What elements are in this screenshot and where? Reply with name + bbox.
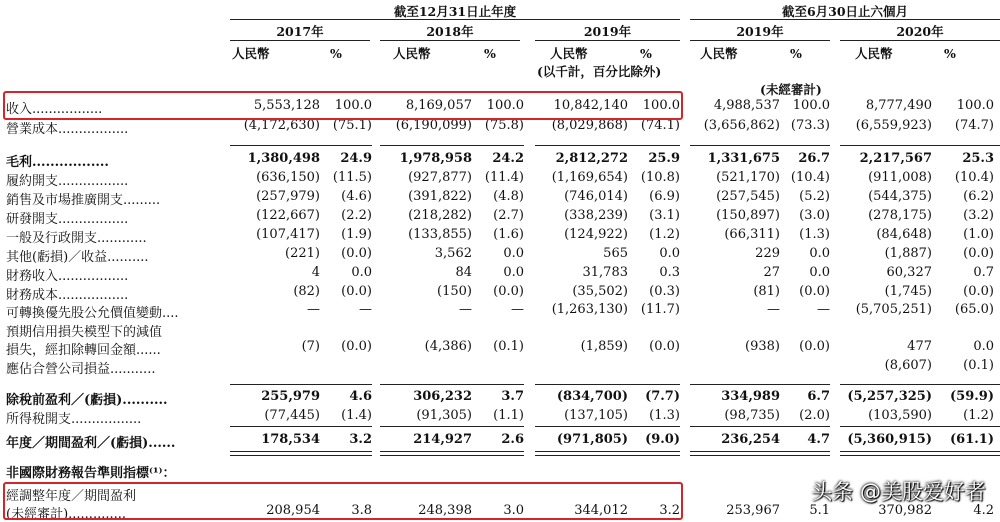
table-row: [0, 189, 1000, 208]
amount-cell: 60,327: [886, 265, 932, 280]
row-label: 一般及行政開支............: [6, 231, 147, 246]
amount-cell: (927,877): [408, 170, 472, 185]
amount-cell: 236,254: [721, 432, 780, 447]
amount-cell: 214,927: [413, 432, 472, 447]
subtotal-rule: [840, 145, 1000, 146]
table-row: [0, 408, 1000, 427]
percent-cell: (1.2): [649, 227, 680, 242]
row-label: 損失，經扣除轉回金額......: [6, 343, 161, 358]
percent-cell: 3.8: [351, 503, 372, 518]
amount-cell: (4,172,630): [243, 118, 320, 133]
amount-cell: (150): [437, 284, 472, 299]
amount-cell: (1,169,654): [551, 170, 628, 185]
amount-cell: 4: [311, 265, 320, 280]
percent-cell: (1.0): [963, 227, 994, 242]
year-rule: [690, 40, 830, 41]
currency-label: 人民幣: [700, 46, 738, 61]
period-half-year-header: 截至6月30日止六個月: [781, 4, 909, 19]
percent-cell: (0.0): [963, 246, 994, 261]
pct-label: %: [640, 46, 652, 61]
table-row: [0, 170, 1000, 189]
amount-cell: (107,417): [256, 227, 320, 242]
year-2019-header: 2019年: [583, 24, 632, 39]
percent-cell: 0.7: [973, 265, 994, 280]
percent-cell: 0.0: [503, 265, 524, 280]
percent-cell: (0.0): [649, 339, 680, 354]
amount-cell: (91,305): [416, 408, 472, 423]
amount-cell: —: [767, 302, 780, 317]
amount-cell: (521,170): [716, 170, 780, 185]
amount-cell: 2,217,567: [859, 151, 932, 166]
pct-label: %: [790, 46, 802, 61]
percent-cell: (73.3): [790, 118, 830, 133]
percent-cell: (4.8): [493, 189, 524, 204]
amount-cell: 1,978,958: [399, 151, 472, 166]
amount-cell: 2,812,272: [555, 151, 628, 166]
percent-cell: (11.5): [332, 170, 372, 185]
subtotal-rule: [690, 426, 830, 427]
percent-cell: 25.9: [648, 151, 680, 166]
year-2018-header: 2018年: [426, 24, 474, 39]
percent-cell: 26.7: [798, 151, 830, 166]
amount-cell: (544,375): [868, 189, 932, 204]
amount-cell: 565: [603, 246, 628, 261]
table-row: [0, 432, 1000, 451]
percent-cell: 100.0: [642, 98, 680, 113]
percent-cell: (3.1): [649, 208, 680, 223]
table-row: [0, 321, 1000, 340]
header-rule-half-year: [690, 19, 1000, 20]
currency-label: 人民幣: [855, 46, 893, 61]
percent-cell: (0.3): [649, 284, 680, 299]
row-label: 應佔合營公司損益...........: [6, 362, 156, 377]
row-label: 其他(虧損)／收益..........: [6, 250, 149, 265]
percent-cell: (2.7): [493, 208, 524, 223]
amount-cell: (6,559,923): [855, 118, 932, 133]
amount-cell: (66,311): [724, 227, 780, 242]
percent-cell: (5.2): [799, 189, 830, 204]
year-rule: [535, 40, 680, 41]
table-row: [0, 302, 1000, 321]
percent-cell: 100.0: [956, 98, 994, 113]
amount-cell: (218,282): [408, 208, 472, 223]
table-row: [0, 151, 1000, 170]
row-label: 經調整年度／期間盈利: [6, 489, 137, 504]
amount-cell: (834,700): [556, 389, 628, 404]
row-label: 財務成本.................: [6, 288, 129, 303]
amount-cell: 344,012: [574, 503, 628, 518]
amount-cell: (84,648): [876, 227, 932, 242]
row-label: 非國際財務報告準則指標⁽¹⁾：: [6, 466, 176, 481]
percent-cell: 100.0: [486, 98, 524, 113]
percent-cell: (75.1): [332, 118, 372, 133]
pct-label: %: [484, 46, 496, 61]
percent-cell: 4.7: [807, 432, 830, 447]
percent-cell: (1.6): [493, 227, 524, 242]
amount-cell: 253,967: [726, 503, 780, 518]
amount-cell: (98,735): [724, 408, 780, 423]
table-row: [0, 246, 1000, 265]
percent-cell: (2.2): [341, 208, 372, 223]
percent-cell: (10.4): [954, 170, 994, 185]
percent-cell: 0.0: [659, 246, 680, 261]
table-row: [0, 358, 1000, 377]
percent-cell: (6.2): [963, 189, 994, 204]
percent-cell: 0.3: [659, 265, 680, 280]
amount-cell: (5,360,915): [847, 432, 932, 447]
amount-cell: (82): [293, 284, 320, 299]
row-label: 營業成本.................: [6, 122, 129, 137]
subtotal-rule: [690, 384, 830, 385]
subtotal-rule: [380, 384, 524, 385]
header-rule-full-year: [230, 19, 680, 20]
amount-cell: (278,175): [868, 208, 932, 223]
subtotal-rule: [230, 145, 372, 146]
percent-cell: (4.6): [341, 189, 372, 204]
row-label: 年度／期間盈利／(虧損)......: [6, 436, 176, 451]
percent-cell: (74.7): [954, 118, 994, 133]
amount-cell: (1,887): [884, 246, 932, 261]
percent-cell: 6.7: [807, 389, 830, 404]
watermark-text: 头条 @美股爱好者: [811, 480, 986, 504]
amount-cell: (746,014): [564, 189, 628, 204]
row-label: 毛利.................: [6, 155, 109, 170]
percent-cell: 24.2: [492, 151, 524, 166]
row-label: 除稅前盈利／(虧損)..........: [6, 393, 168, 408]
amount-cell: 27: [763, 265, 780, 280]
amount-cell: (636,150): [256, 170, 320, 185]
amount-cell: 477: [907, 339, 932, 354]
amount-cell: (3,656,862): [703, 118, 780, 133]
subtotal-rule: [690, 145, 830, 146]
amount-cell: 10,842,140: [553, 98, 628, 113]
pct-label: %: [944, 46, 956, 61]
percent-cell: (1.3): [799, 227, 830, 242]
percent-cell: (0.0): [341, 246, 372, 261]
percent-cell: (0.1): [493, 339, 524, 354]
percent-cell: 5.1: [809, 503, 830, 518]
percent-cell: 0.0: [809, 246, 830, 261]
percent-cell: (0.0): [341, 339, 372, 354]
amount-cell: 31,783: [582, 265, 628, 280]
amount-cell: 334,989: [721, 389, 780, 404]
percent-cell: (65.0): [954, 302, 994, 317]
percent-cell: (59.9): [950, 389, 994, 404]
amount-cell: 306,232: [413, 389, 472, 404]
subtotal-rule: [840, 384, 1000, 385]
percent-cell: (1.2): [963, 408, 994, 423]
total-double-rule: [380, 451, 524, 456]
amount-cell: (150,897): [716, 208, 780, 223]
percent-cell: 2.6: [501, 432, 524, 447]
amount-cell: 5,553,128: [253, 98, 320, 113]
percent-cell: 25.3: [962, 151, 994, 166]
amount-cell: 8,777,490: [865, 98, 932, 113]
year-rule: [230, 40, 370, 41]
total-double-rule: [230, 451, 372, 456]
amount-cell: (5,257,325): [847, 389, 932, 404]
amount-cell: (103,590): [868, 408, 932, 423]
table-row: [0, 208, 1000, 227]
row-label: 銷售及市場推廣開支.........: [6, 193, 161, 208]
table-row: [0, 118, 1000, 137]
amount-cell: (6,190,099): [395, 118, 472, 133]
row-label: 研發開支.................: [6, 212, 129, 227]
percent-cell: (0.0): [341, 284, 372, 299]
percent-cell: 3.0: [503, 503, 524, 518]
year-2017-header: 2017年: [276, 24, 324, 39]
percent-cell: 0.0: [503, 246, 524, 261]
row-label: 預期信用損失模型下的減值: [6, 325, 163, 340]
amount-cell: (8,029,868): [551, 118, 628, 133]
percent-cell: —: [359, 302, 372, 317]
subtotal-rule: [230, 426, 372, 427]
subtotal-rule: [840, 426, 1000, 427]
amount-cell: (391,822): [408, 189, 472, 204]
subtotal-rule: [380, 145, 524, 146]
percent-cell: 3.2: [659, 503, 680, 518]
pct-label: %: [330, 46, 342, 61]
amount-cell: (7): [301, 339, 320, 354]
amount-cell: 229: [755, 246, 780, 261]
percent-cell: (10.8): [640, 170, 680, 185]
table-row: [0, 265, 1000, 284]
percent-cell: 4.6: [349, 389, 372, 404]
unit-note: (以千計，百分比除外): [537, 64, 662, 79]
percent-cell: 0.0: [973, 339, 994, 354]
amount-cell: (8,607): [884, 358, 932, 373]
amount-cell: (938): [745, 339, 780, 354]
percent-cell: —: [511, 302, 524, 317]
amount-cell: (124,922): [564, 227, 628, 242]
amount-cell: (133,855): [408, 227, 472, 242]
percent-cell: —: [817, 302, 830, 317]
half-2019-header: 2019年: [736, 24, 784, 39]
amount-cell: (257,979): [256, 189, 320, 204]
percent-cell: (0.0): [963, 284, 994, 299]
amount-cell: 1,380,498: [247, 151, 320, 166]
amount-cell: (1,745): [884, 284, 932, 299]
total-double-rule: [535, 451, 680, 456]
amount-cell: —: [459, 302, 472, 317]
percent-cell: (0.0): [493, 284, 524, 299]
percent-cell: (11.7): [640, 302, 680, 317]
currency-label: 人民幣: [550, 46, 588, 61]
percent-cell: 0.0: [351, 265, 372, 280]
percent-cell: (0.1): [963, 358, 994, 373]
amount-cell: (81): [753, 284, 780, 299]
row-label: 履約開支.................: [6, 174, 129, 189]
amount-cell: 255,979: [261, 389, 320, 404]
row-label: 收入.................: [6, 102, 103, 117]
percent-cell: (75.8): [484, 118, 524, 133]
total-double-rule: [690, 451, 830, 456]
percent-cell: (0.0): [799, 339, 830, 354]
percent-cell: (6.9): [649, 189, 680, 204]
percent-cell: 24.9: [340, 151, 372, 166]
half-2020-header: 2020年: [896, 24, 944, 39]
percent-cell: (1.1): [493, 408, 524, 423]
highlight-box-adjusted-profit: [3, 482, 683, 520]
percent-cell: (0.0): [799, 284, 830, 299]
percent-cell: 0.0: [809, 265, 830, 280]
amount-cell: (911,008): [868, 170, 932, 185]
amount-cell: (338,239): [564, 208, 628, 223]
amount-cell: (5,705,251): [855, 302, 932, 317]
subtotal-rule: [380, 426, 524, 427]
subtotal-rule: [535, 145, 680, 146]
amount-cell: (35,502): [572, 284, 628, 299]
year-rule: [380, 40, 520, 41]
amount-cell: 84: [455, 265, 472, 280]
percent-cell: (7.7): [645, 389, 680, 404]
period-full-year-header: 截至12月31日止年度: [393, 4, 517, 19]
amount-cell: (77,445): [264, 408, 320, 423]
amount-cell: (137,105): [564, 408, 628, 423]
percent-cell: 3.7: [501, 389, 524, 404]
row-label: 所得稅開支.................: [6, 412, 142, 427]
amount-cell: (971,805): [556, 432, 628, 447]
percent-cell: (1.3): [649, 408, 680, 423]
year-rule: [840, 40, 1000, 41]
percent-cell: (3.0): [799, 208, 830, 223]
amount-cell: (1,859): [580, 339, 628, 354]
amount-cell: (1,263,130): [551, 302, 628, 317]
subtotal-rule: [535, 384, 680, 385]
currency-label: 人民幣: [393, 46, 431, 61]
highlight-box-revenue: [3, 91, 683, 120]
subtotal-rule: [535, 426, 680, 427]
table-row: [0, 339, 1000, 358]
amount-cell: (221): [285, 246, 320, 261]
percent-cell: (3.2): [963, 208, 994, 223]
amount-cell: 248,398: [418, 503, 472, 518]
percent-cell: (61.1): [950, 432, 994, 447]
table-row: [0, 389, 1000, 408]
currency-label: 人民幣: [232, 46, 270, 61]
percent-cell: (9.0): [645, 432, 680, 447]
percent-cell: (74.1): [640, 118, 680, 133]
percent-cell: (2.0): [799, 408, 830, 423]
amount-cell: 3,562: [434, 246, 472, 261]
unaudited-note: (未經審計): [760, 82, 822, 97]
row-label: 可轉換優先股公允價值變動....: [6, 306, 179, 321]
percent-cell: 4.2: [973, 503, 994, 518]
row-label: 財務收入.................: [6, 269, 129, 284]
amount-cell: 4,988,537: [713, 98, 780, 113]
amount-cell: (122,667): [256, 208, 320, 223]
amount-cell: (4,386): [424, 339, 472, 354]
subtotal-rule: [230, 384, 372, 385]
percent-cell: (1.4): [341, 408, 372, 423]
amount-cell: 370,982: [878, 503, 932, 518]
percent-cell: (11.4): [484, 170, 524, 185]
amount-cell: —: [307, 302, 320, 317]
table-row: [0, 227, 1000, 246]
percent-cell: 100.0: [792, 98, 830, 113]
percent-cell: (10.4): [790, 170, 830, 185]
amount-cell: 8,169,057: [405, 98, 472, 113]
amount-cell: 1,331,675: [707, 151, 780, 166]
amount-cell: (257,545): [716, 189, 780, 204]
total-double-rule: [840, 451, 1000, 456]
percent-cell: 3.2: [349, 432, 372, 447]
amount-cell: 208,954: [266, 503, 320, 518]
amount-cell: 178,534: [261, 432, 320, 447]
table-row: [0, 284, 1000, 303]
percent-cell: 100.0: [334, 98, 372, 113]
row-label: (未經審計)..............: [6, 507, 126, 522]
percent-cell: (1.9): [341, 227, 372, 242]
